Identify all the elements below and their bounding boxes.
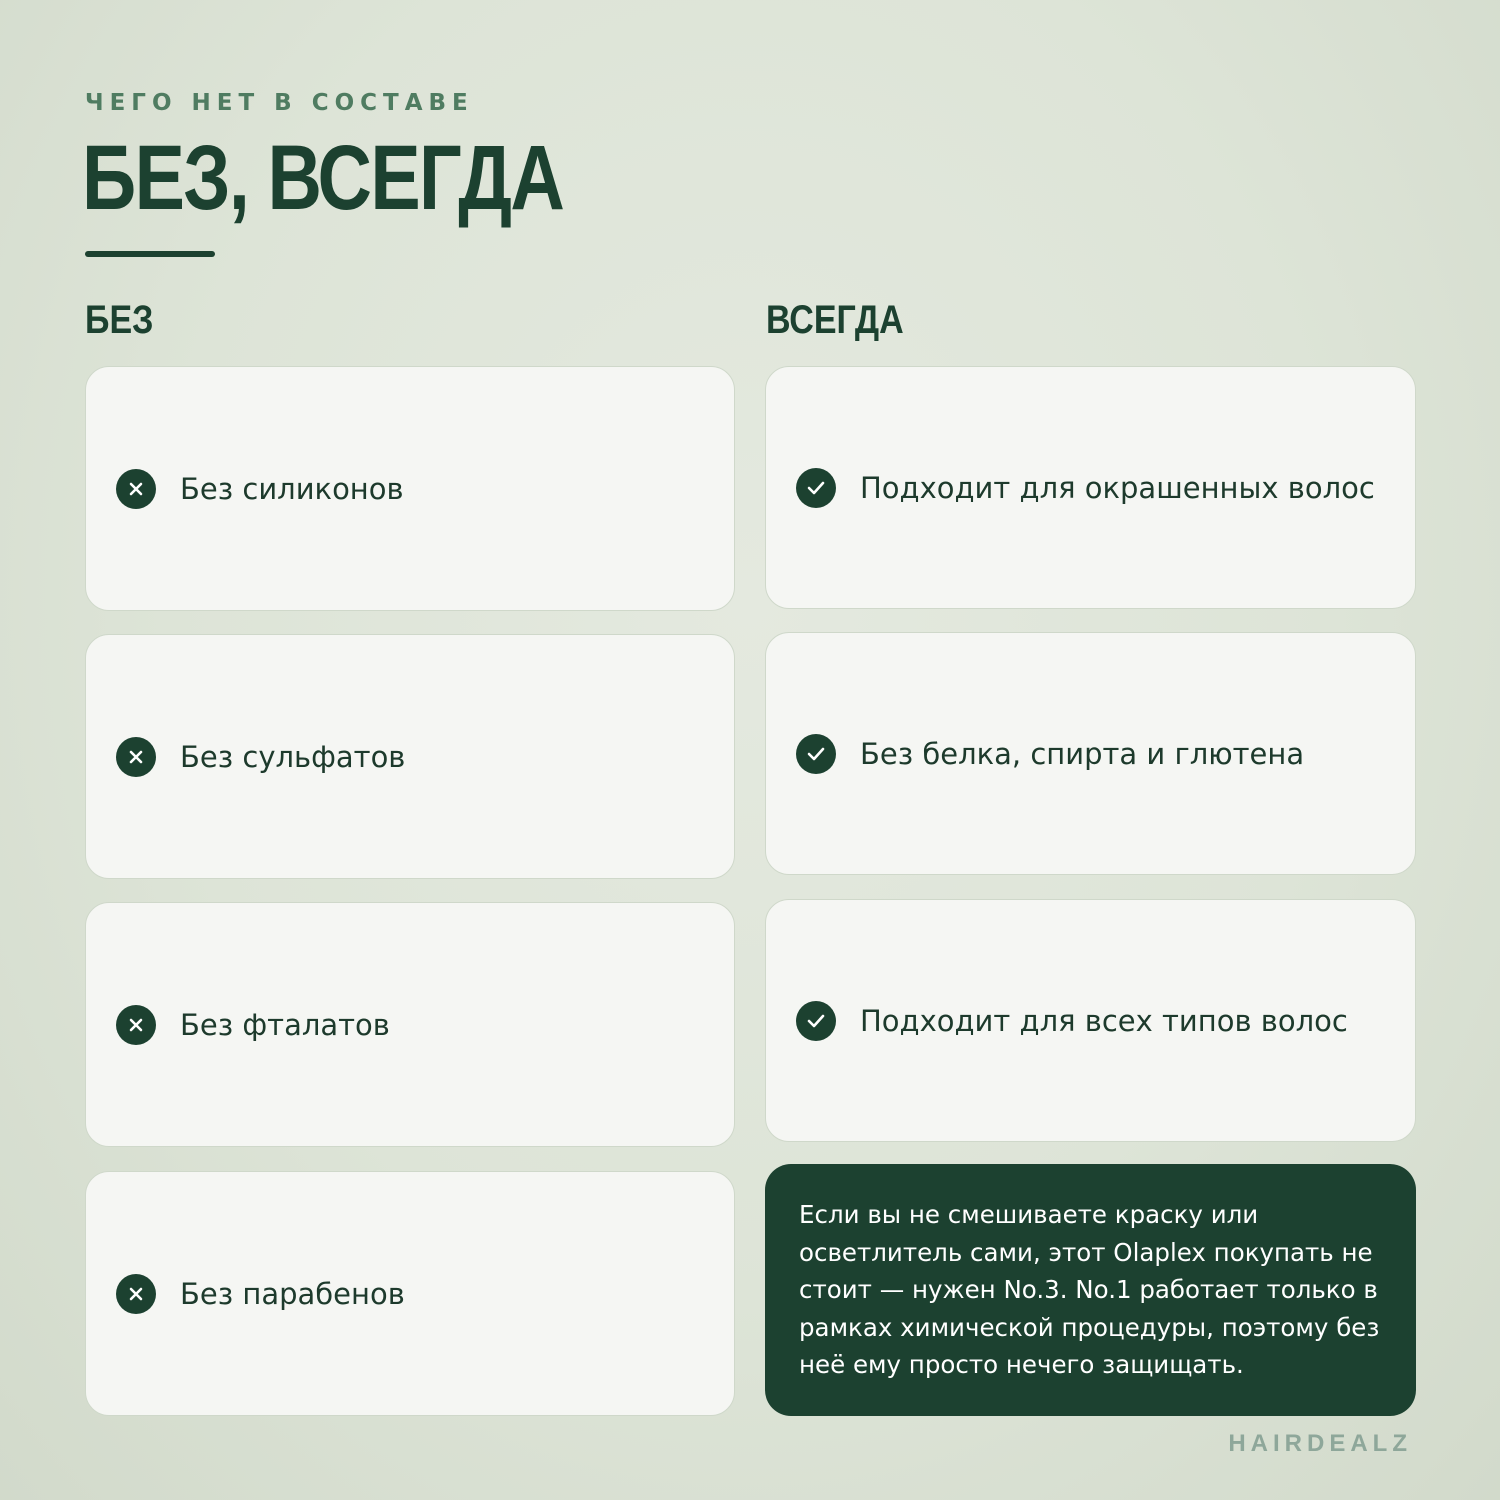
note-card: [765, 1164, 1416, 1416]
always-card: [765, 632, 1416, 875]
always-card: [765, 899, 1416, 1142]
check-icon: [796, 1001, 836, 1041]
note-line: стоит — нужен No.3. No.1 работает только в: [799, 1275, 1378, 1304]
without-card: [85, 902, 735, 1147]
without-item-label: Без силиконов: [180, 471, 404, 506]
always-item-label: Без белка, спирта и глютена: [860, 736, 1305, 771]
always-item-label: Подходит для окрашенных волос: [860, 470, 1375, 505]
close-icon: [116, 737, 156, 777]
without-item-label: Без парабенов: [180, 1276, 405, 1311]
check-icon: [796, 734, 836, 774]
eyebrow-label: ЧЕГО НЕТ В СОСТАВЕ: [85, 90, 474, 116]
brand-logo: HAIRDEALZ: [1228, 1430, 1412, 1457]
page-title: БЕЗ, ВСЕГДА: [82, 127, 564, 229]
close-icon: [116, 469, 156, 509]
without-item-label: Без сульфатов: [180, 739, 406, 774]
without-card: [85, 366, 735, 611]
close-icon: [116, 1274, 156, 1314]
always-card: [765, 366, 1416, 609]
column-title-always: ВСЕГДА: [766, 298, 904, 342]
without-card: [85, 634, 735, 879]
close-icon: [116, 1005, 156, 1045]
check-icon: [796, 468, 836, 508]
title-underline: [85, 251, 215, 257]
note-line: Если вы не смешиваете краску или: [799, 1200, 1259, 1229]
note-line: неё ему просто нечего защищать.: [799, 1350, 1244, 1379]
column-title-without: БЕЗ: [85, 298, 154, 342]
note-line: осветлитель сами, этот Olaplex покупать не: [799, 1237, 1373, 1267]
always-item-label: Подходит для всех типов волос: [860, 1003, 1348, 1038]
without-card: [85, 1171, 735, 1416]
note-line: рамках химической процедуры, поэтому без: [799, 1312, 1380, 1342]
without-item-label: Без фталатов: [180, 1007, 390, 1042]
